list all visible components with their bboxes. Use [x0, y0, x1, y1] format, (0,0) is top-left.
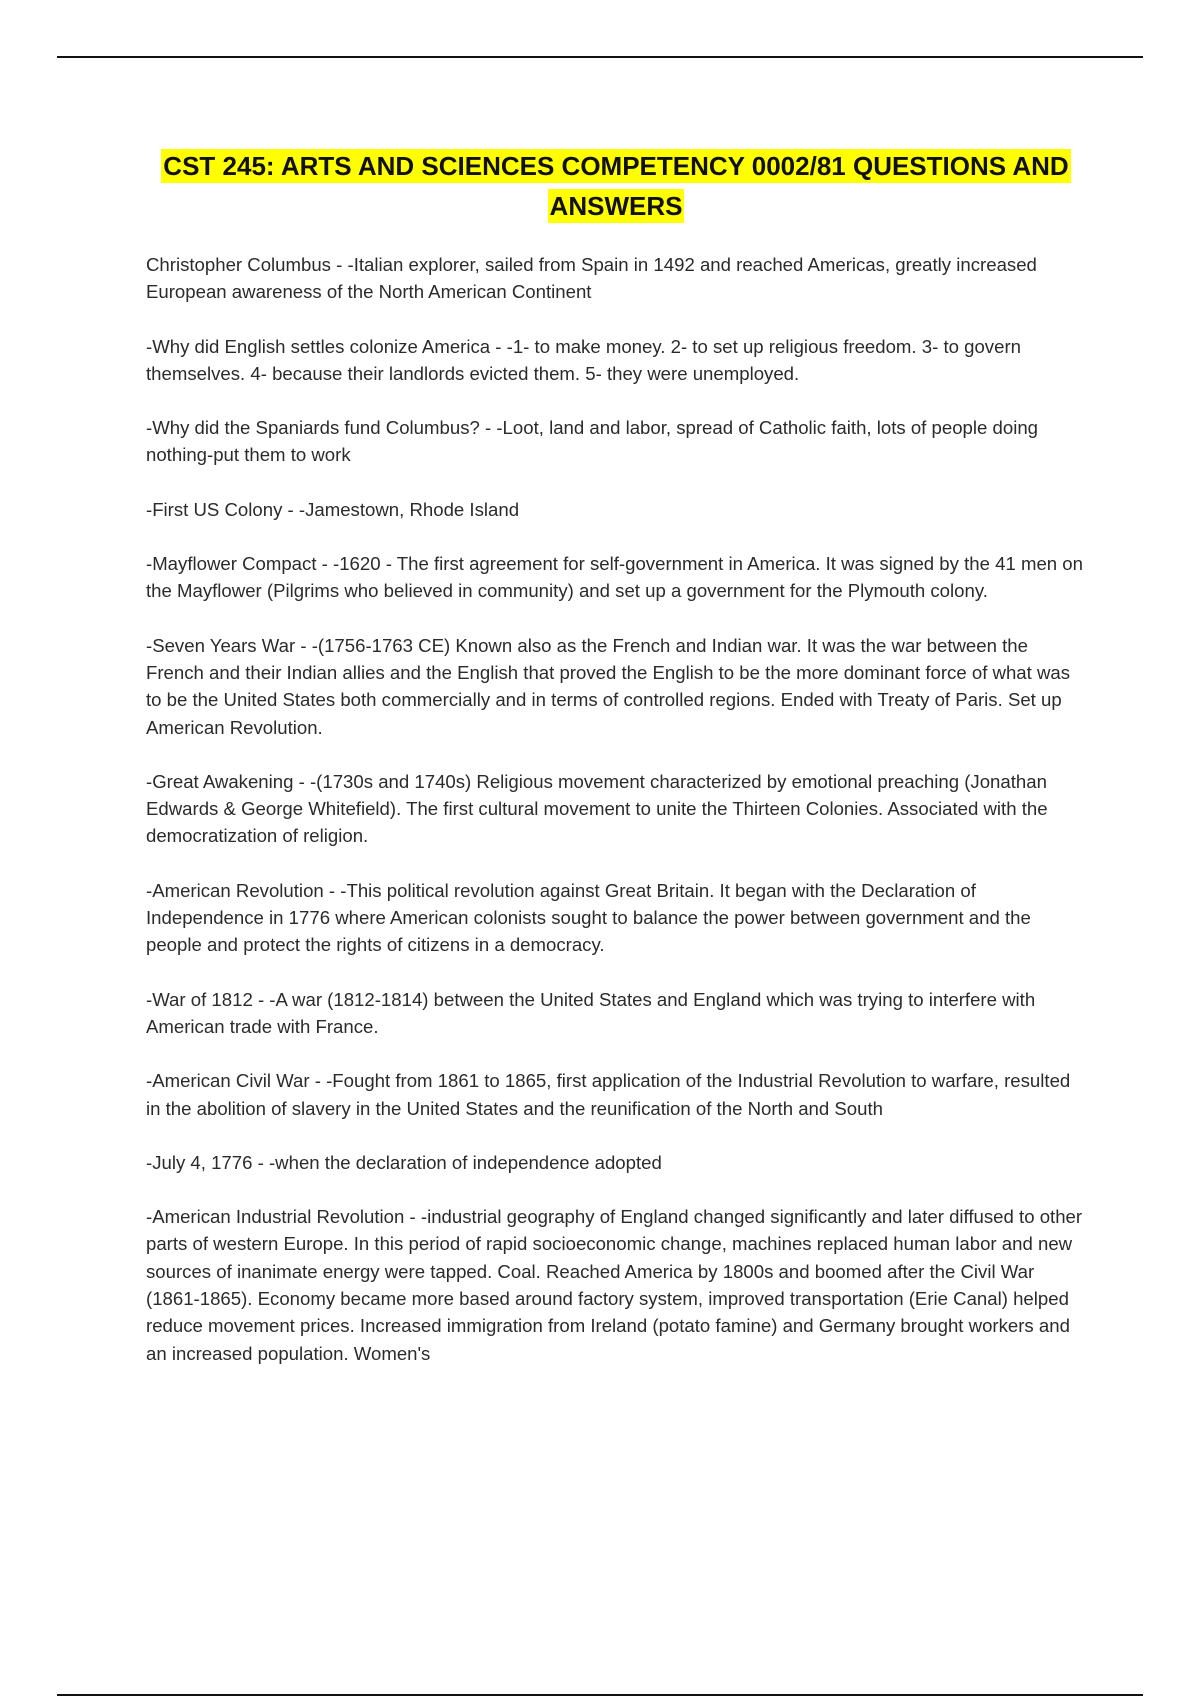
qa-entry-mayflower-compact: -Mayflower Compact - -1620 - The first agreement for self-government in America. It was signed by the 41 men on the Mayflower (Pilgrims who believed in community) and set up a government for the Plymouth colony.	[146, 553, 1083, 602]
qa-entry-first-colony: -First US Colony - -Jamestown, Rhode Island	[146, 498, 520, 520]
qa-entry-columbus: Christopher Columbus - -Italian explorer, sailed from Spain in 1492 and reached Americas, greatly increased European awareness of the North American Continent	[146, 254, 1037, 303]
page-title	[146, 146, 1086, 226]
qa-entry-english-settlers: -Why did English settles colonize America - -1- to make money. 2- to set up religious freedom. 3- to govern themselves. 4- because their landlords evicted them. 5- they were unemployed.	[146, 335, 1021, 384]
bottom-rule	[57, 1694, 1143, 1696]
qa-entry-great-awakening: -Great Awakening - -(1730s and 1740s) Religious movement characterized by emotional preaching (Jonathan Edwards & George Whitefield). The first cultural movement to unite the Thirteen Colonies. Associated with the democratization of religion.	[146, 770, 1048, 847]
qa-entry-american-revolution: -American Revolution - -This political revolution against Great Britain. It began with the Declaration of Independence in 1776 where American colonists sought to balance the power between government and the people and protect the rights of citizens in a democracy.	[146, 879, 1031, 956]
title-highlight: CST 245: ARTS AND SCIENCES COMPETENCY 0002/81 QUESTIONS AND ANSWERS	[163, 151, 1069, 221]
qa-entry-war-of-1812: -War of 1812 - -A war (1812-1814) between the United States and England which was trying to interfere with American trade with France.	[146, 988, 1036, 1037]
qa-entry-industrial-revolution: -American Industrial Revolution - -industrial geography of England changed significantly and later diffused to other parts of western Europe. In this period of rapid socioeconomic change, machines replaced human labor and new sources of inanimate energy were tapped. Coal. Reached America by 1800s and boomed after the Civil War (1861-1865). Economy became more based around factory system, improved transportation (Erie Canal) helped reduce movement prices. Increased immigration from Ireland (potato famine) and Germany brought workers and an increased population. Women's	[146, 1206, 1083, 1364]
qa-entry-july-4-1776: -July 4, 1776 - -when the declaration of independence adopted	[146, 1151, 662, 1173]
top-rule	[57, 56, 1143, 58]
qa-entry-seven-years-war: -Seven Years War - -(1756-1763 CE) Known also as the French and Indian war. It was the war between the French and their Indian allies and the English that proved the English to be the more dominant force of what was to be the United States both commercially and in terms of controlled regions. Ended with Treaty of Paris. Set up American Revolution.	[146, 634, 1071, 738]
qa-entry-spaniards-fund: -Why did the Spaniards fund Columbus? - -Loot, land and labor, spread of Catholic faith, lots of people doing nothing-put them to work	[146, 417, 1039, 466]
qa-entry-civil-war: -American Civil War - -Fought from 1861 to 1865, first application of the Industrial Revolution to warfare, resulted in the abolition of slavery in the United States and the reunification of the North and South	[146, 1070, 1071, 1119]
qa-list	[146, 251, 1086, 1394]
